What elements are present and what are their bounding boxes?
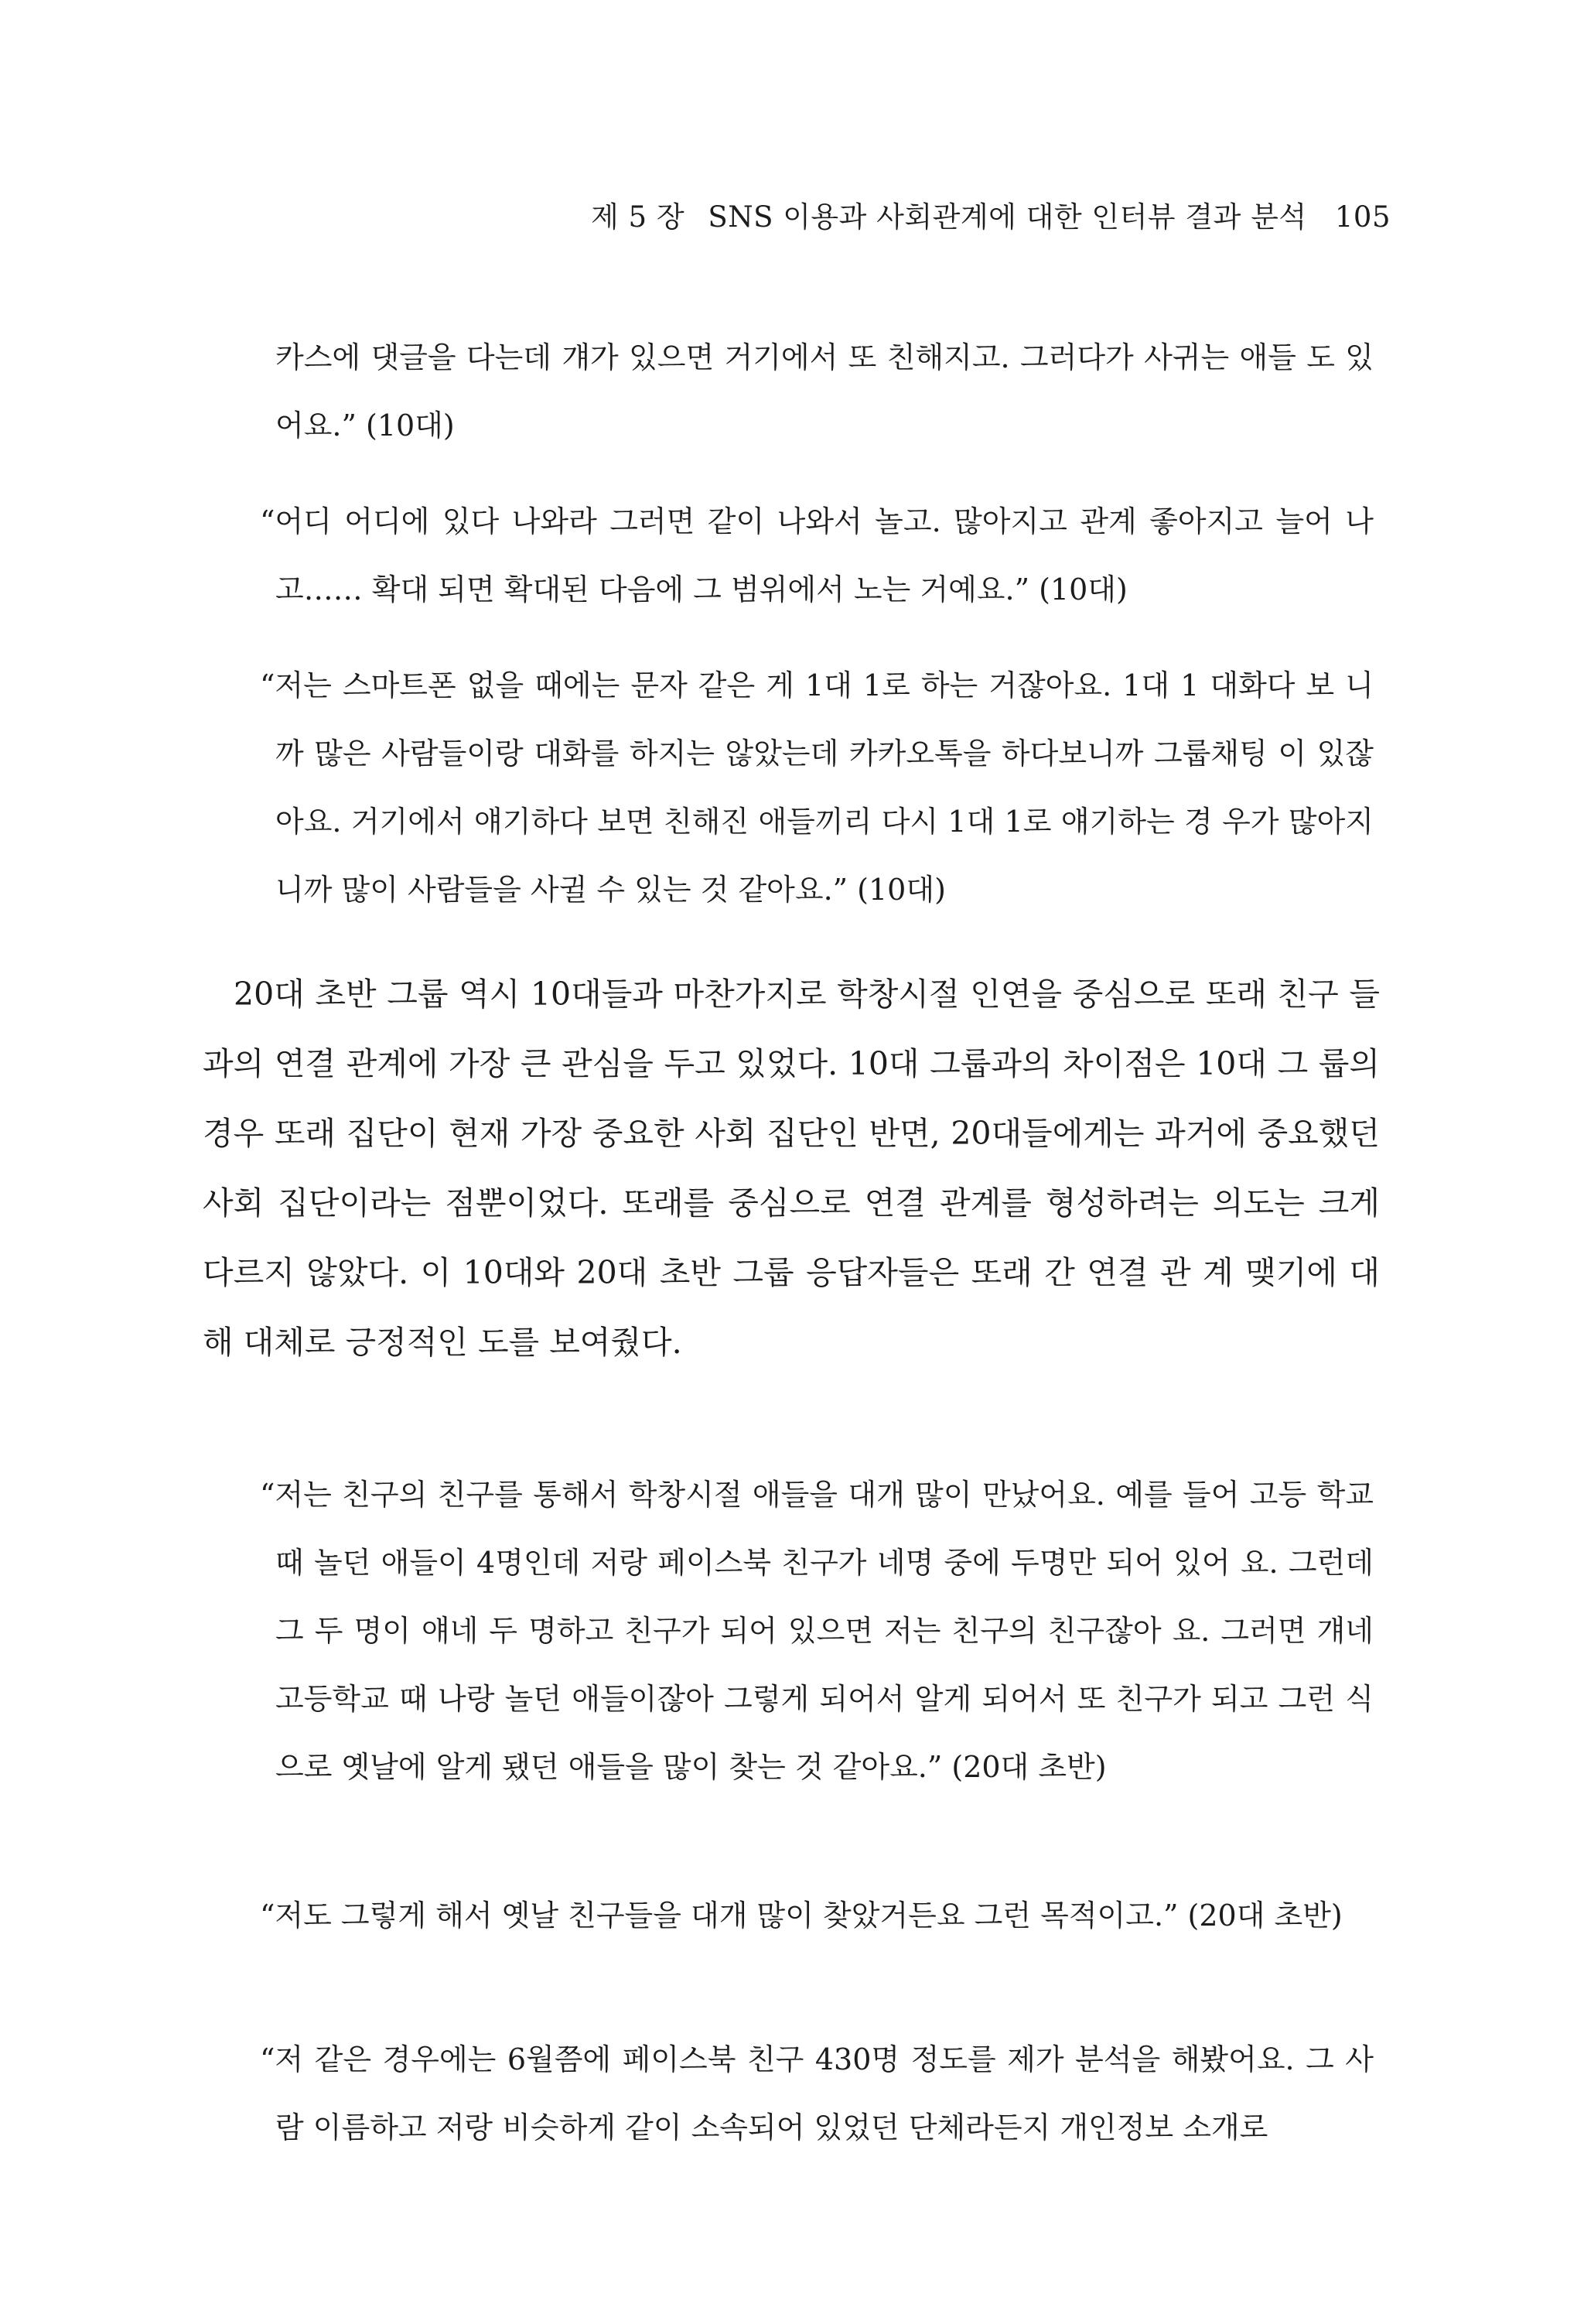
interview-quote-2: “어디 어디에 있다 나와라 그러면 같이 나와서 놀고. 많아지고 관계 좋아지고 늘어 나고…… 확대 되면 확대된 다음에 그 범위에서 노는 거예요.” (10대) (260, 504, 1374, 607)
interview-quote-5: “저도 그렇게 해서 옛날 친구들을 대개 많이 찾았거든요 그런 목적이고.” (20대 초반) (260, 1899, 1343, 1933)
interview-quote-1: 카스에 댓글을 다는데 걔가 있으면 거기에서 또 친해지고. 그러다가 사귀는 애들 도 있어요.” (10대) (275, 340, 1374, 443)
interview-quote-3: “저는 스마트폰 없을 때에는 문자 같은 게 1대 1로 하는 거잖아요. 1대 1 대화다 보 니까 많은 사람들이랑 대화를 하지는 않았는데 카카오톡을 하다보니까 그룹채팅 이 있잖아요. 거기에서 얘기하다 보면 친해진 애들끼리 다시 1대 1로 얘기하는 경 우가 많아지니까 많이 사람들을 사귈 수 있는 것 같아요.” (10대) (260, 668, 1374, 907)
running-header (591, 200, 1391, 234)
chapter-title: SNS 이용과 사회관계에 대한 인터뷰 결과 분석 (708, 200, 1307, 234)
interview-quote-6: “저 같은 경우에는 6월쯤에 페이스북 친구 430명 정도를 제가 분석을 해봤어요. 그 사람 이름하고 저랑 비슷하게 같이 소속되어 있었던 단체라든지 개인정보 소개로 (260, 2042, 1374, 2145)
body-paragraph: 20대 초반 그룹 역시 10대들과 마찬가지로 학창시절 인연을 중심으로 또래 친구 들과의 연결 관계에 가장 큰 관심을 두고 있었다. 10대 그룹과의 차이점은 10대 그 룹의 경우 또래 집단이 현재 가장 중요한 사회 집단인 반면, 20대들에게는 과거에 중요했던 사회 집단이라는 점뿐이었다. 또래를 중심으로 연결 관계를 형성하려는 의도는 크게 다르지 않았다. 이 10대와 20대 초반 그룹 응답자들은 또래 간 연결 관 계 맺기에 대해 대체로 긍정적인 도를 보여줬다. (203, 976, 1380, 1361)
interview-quote-4: “저는 친구의 친구를 통해서 학창시절 애들을 대개 많이 만났어요. 예를 들어 고등 학교 때 놀던 애들이 4명인데 저랑 페이스북 친구가 네명 중에 두명만 되어 있어 요. 그런데 그 두 명이 얘네 두 명하고 친구가 되어 있으면 저는 친구의 친구잖아 요. 그러면 걔네 고등학교 때 나랑 놀던 애들이잖아 그렇게 되어서 알게 되어서 또 친구가 되고 그런 식으로 옛날에 알게 됐던 애들을 많이 찾는 것 같아요.” (20대 초반) (260, 1478, 1374, 1784)
chapter-label: 제 5 장 (591, 200, 685, 234)
page-number: 105 (1334, 200, 1391, 234)
